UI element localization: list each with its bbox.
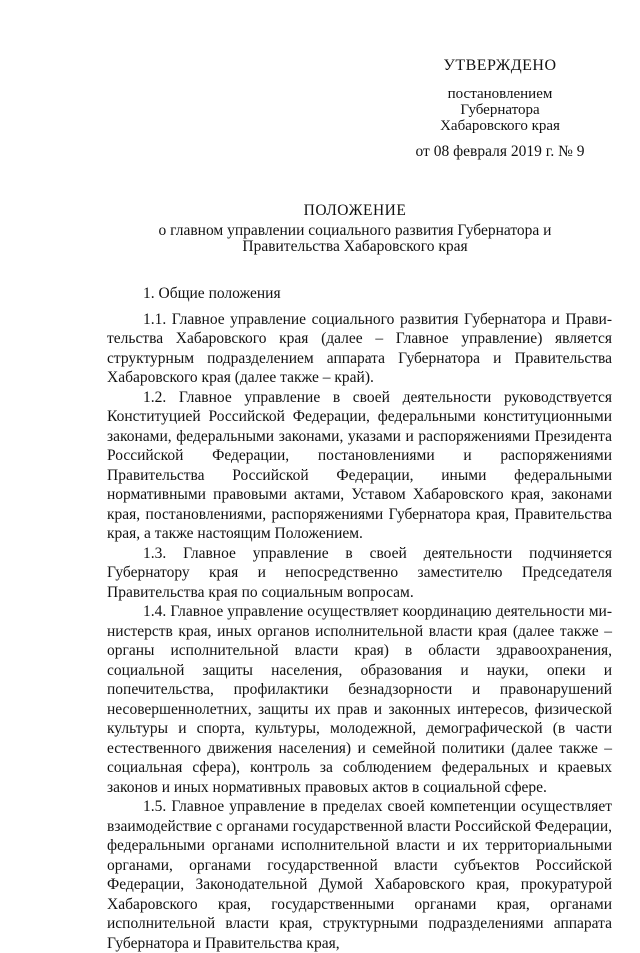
- document-subtitle-line-1: о главном управлении социального развития Губернатора и: [158, 222, 552, 239]
- approval-date: от 08 февраля 2019 г. № 9: [415, 143, 585, 160]
- document-title-block: [100, 203, 610, 255]
- paragraph-1-1: 1.1. Главное управление социального развития Губернатора и Правительства Хабаровского края (далее – Главное управление) является структурным подразделением аппарата Губернатора и Правительства Хабаровского края (далее также – край).: [107, 310, 612, 386]
- document-title: ПОЛОЖЕНИЕ: [303, 202, 407, 219]
- paragraph-1-5: 1.5. Главное управление в пределах своей компетенции осуществляет взаимодействие с органами государственной власти Российской Федерации, федеральными органами исполнительной власти и их территориальными органами, органами государственной власти субъектов Российской Федерации, Законодательной Думой Хабаровского края, прокуратурой Хабаровского края, государственными органами края, органами исполнительной власти края, структурными подразделениями аппарата Губернатора и Правительства края,: [107, 798, 612, 952]
- approval-title: УТВЕРЖДЕНО: [443, 57, 557, 74]
- section-heading: 1. Общие положения: [143, 285, 281, 302]
- document-subtitle-line-2: Правительства Хабаровского края: [242, 238, 468, 255]
- paragraph-1-2: 1.2. Главное управление в своей деятельности руководствуется Конституцией Российской Федерации, федеральными конституционными законами, федеральными законами, указами и распоряжениями Президента Российской Федерации, постановлениями и распоряжениями Правительства Российской Федерации, иными федеральными нормативными правовыми актами, Уставом Хабаровского края, законами края, постановлениями, распоряжениями Губернатора края, Правительства края, а также настоящим Положением.: [107, 388, 612, 542]
- approval-line-2: Губернатора: [460, 102, 540, 118]
- approval-block: [400, 58, 600, 160]
- approval-line-3: Хабаровского края: [440, 118, 560, 134]
- paragraph-1-4: 1.4. Главное управление осуществляет координацию деятельности министерств края, иных органов исполнительной власти края (далее также – органы исполнительной власти края) в области здравоохранения, социальной защиты населения, образования и науки, опеки и попечительства, профилактики безнадзорности и правонарушений несовершеннолетних, защиты их прав и законных интересов, физической культуры и спорта, культуры, молодежной, демографической (в части естественного движения населения) и семейной политики (далее также – социальная сфера), контроль за соблюдением федеральных и краевых законов и иных нормативных правовых актов в социальной сфере.: [107, 603, 612, 796]
- document-body: [107, 284, 612, 953]
- paragraph-1-3: 1.3. Главное управление в своей деятельности подчиняется Губернатору края и непосредственно заместителю Председателя Правительства края по социальным вопросам.: [107, 544, 612, 601]
- approval-line-1: постановлением: [447, 86, 553, 102]
